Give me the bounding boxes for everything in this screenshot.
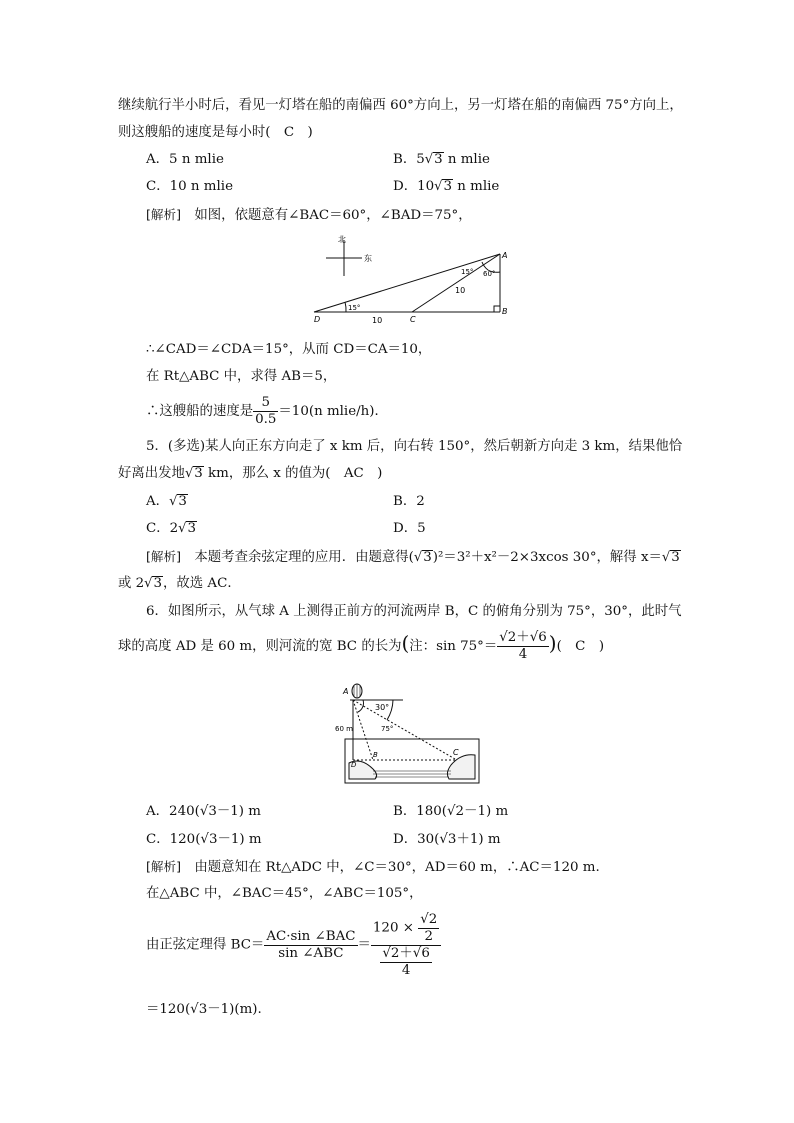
- point-d-label: D: [351, 761, 357, 769]
- height-label: 60 m: [335, 725, 353, 733]
- q6-stem-line-1: 6．如图所示，从气球 A 上测得正前方的河流两岸 B，C 的俯角分别为 75°，30°，此时气: [146, 604, 682, 619]
- segment-da: [314, 254, 500, 312]
- q4-solution-line-4: ∴这艘船的速度是 $\frac{5}{0.5}$ ＝10(n mlie/h)．: [146, 395, 388, 427]
- q5-option-c: C．2√3: [146, 521, 196, 536]
- angle-60-label: 60°: [483, 270, 496, 278]
- q5-option-b: B．2: [393, 494, 425, 509]
- north-label: 北: [338, 235, 346, 244]
- length-dc-label: 10: [372, 316, 383, 325]
- q6-option-a: A．240(√3－1) m: [146, 804, 261, 819]
- solution-tag: [解析]: [146, 207, 182, 222]
- angle-75-label: 75°: [381, 725, 394, 733]
- q5-stem-line-1: 5．(多选)某人向正东方向走了 x km 后，向右转 150°，然后朝新方向走 3 km，结果他恰: [146, 439, 683, 454]
- segment-ca: [412, 254, 500, 312]
- q4-option-c: C．10 n mlie: [146, 179, 233, 194]
- angle-15-label-d: 15°: [348, 304, 361, 312]
- ship-lighthouse-diagram: [310, 232, 516, 326]
- q6-option-c: C．120(√3－1) m: [146, 832, 262, 847]
- q6-solution-line-2: 在△ABC 中，∠BAC＝45°，∠ABC＝105°，: [146, 886, 423, 901]
- angle-15-label-a: 15°: [461, 268, 474, 276]
- point-b-label: B: [373, 751, 378, 759]
- bc-value-fraction: 120 × $\frac{√2}{2}$ $\frac{√2+√6}{4}$: [371, 912, 441, 979]
- point-b-label: B: [502, 307, 508, 316]
- solution-tag: [解析]: [146, 549, 182, 564]
- right-bank: [447, 755, 475, 779]
- sine-law-fraction: $\frac{\text{AC·sin ∠BAC}}{\text{sin ∠ABC}}$: [266, 929, 356, 961]
- q6-stem-line-2: 球的高度 AD 是 60 m，则河流的宽 BC 的长为(注：sin 75°＝ $\frac{√2+√6}{4}$ )( C ): [118, 630, 605, 662]
- length-ca-label: 10: [455, 286, 466, 295]
- q4-option-d: D．10√3 n mlie: [393, 179, 500, 194]
- sight-line-b: [353, 700, 373, 760]
- q5-stem-line-2: 好离出发地√3 km，那么 x 的值为( AC ): [118, 466, 383, 481]
- angle-arc-75: [358, 700, 363, 712]
- q5-solution-line-1: [解析] 本题考查余弦定理的应用．由题意得(√3)²＝3²＋x²－2×3xcos 30°，解得 x＝√3: [146, 549, 680, 565]
- speed-fraction: $\frac{5}{0.5}$: [255, 395, 277, 427]
- q5-option-d: D．5: [393, 521, 426, 536]
- q4-option-b: B．5√3 n mlie: [393, 152, 490, 167]
- q5-option-a: A．√3: [146, 494, 187, 509]
- q6-option-d: D．30(√3＋1) m: [393, 832, 501, 847]
- q4-solution-line-2: ∴∠CAD＝∠CDA＝15°，从而 CD＝CA＝10，: [146, 342, 432, 357]
- point-c-label: C: [410, 315, 416, 324]
- q6-solution-line-4: ＝120(√3－1)(m).: [146, 1002, 262, 1017]
- q6-option-b: B．180(√2－1) m: [393, 804, 509, 819]
- sin75-fraction: $\frac{√2+√6}{4}$: [499, 630, 547, 662]
- q6-solution-line-1: [解析] 由题意知在 Rt△ADC 中，∠C＝30°，AD＝60 m，∴AC＝120 m.: [146, 859, 600, 875]
- east-label: 东: [364, 254, 372, 263]
- point-c-label: C: [453, 748, 459, 757]
- intro-line-1: 继续航行半小时后，看见一灯塔在船的南偏西 60°方向上，另一灯塔在船的南偏西 75°方向上，: [118, 98, 683, 113]
- angle-arc-15: [482, 262, 488, 270]
- angle-30-label: 30°: [375, 703, 390, 712]
- solution-tag: [解析]: [146, 859, 182, 874]
- q4-solution-line-1: [解析] 如图，依题意有∠BAC＝60°，∠BAD＝75°，: [146, 207, 472, 223]
- intro-line-2: 则这艘船的速度是每小时( C ): [118, 125, 313, 140]
- q4-option-a: A．5 n mlie: [146, 152, 224, 167]
- point-a-label: A: [502, 251, 508, 260]
- point-a-label: A: [343, 687, 349, 696]
- angle-arc-d: [345, 302, 346, 312]
- sight-line-c: [353, 700, 455, 759]
- q4-solution-line-3: 在 Rt△ABC 中，求得 AB＝5，: [146, 369, 337, 384]
- right-angle-mark: [494, 306, 500, 312]
- q6-solution-line-3: 由正弦定理得 BC＝ $\frac{\text{AC·sin ∠BAC}}{\text{sin ∠ABC}}$ ＝ 120 × $\frac{√2}{2}$ $\frac{√2+√6}{4}$: [146, 912, 441, 979]
- q5-solution-line-2: 或 2√3，故选 AC．: [118, 576, 241, 591]
- balloon-river-diagram: [335, 683, 485, 787]
- point-d-label: D: [314, 315, 321, 324]
